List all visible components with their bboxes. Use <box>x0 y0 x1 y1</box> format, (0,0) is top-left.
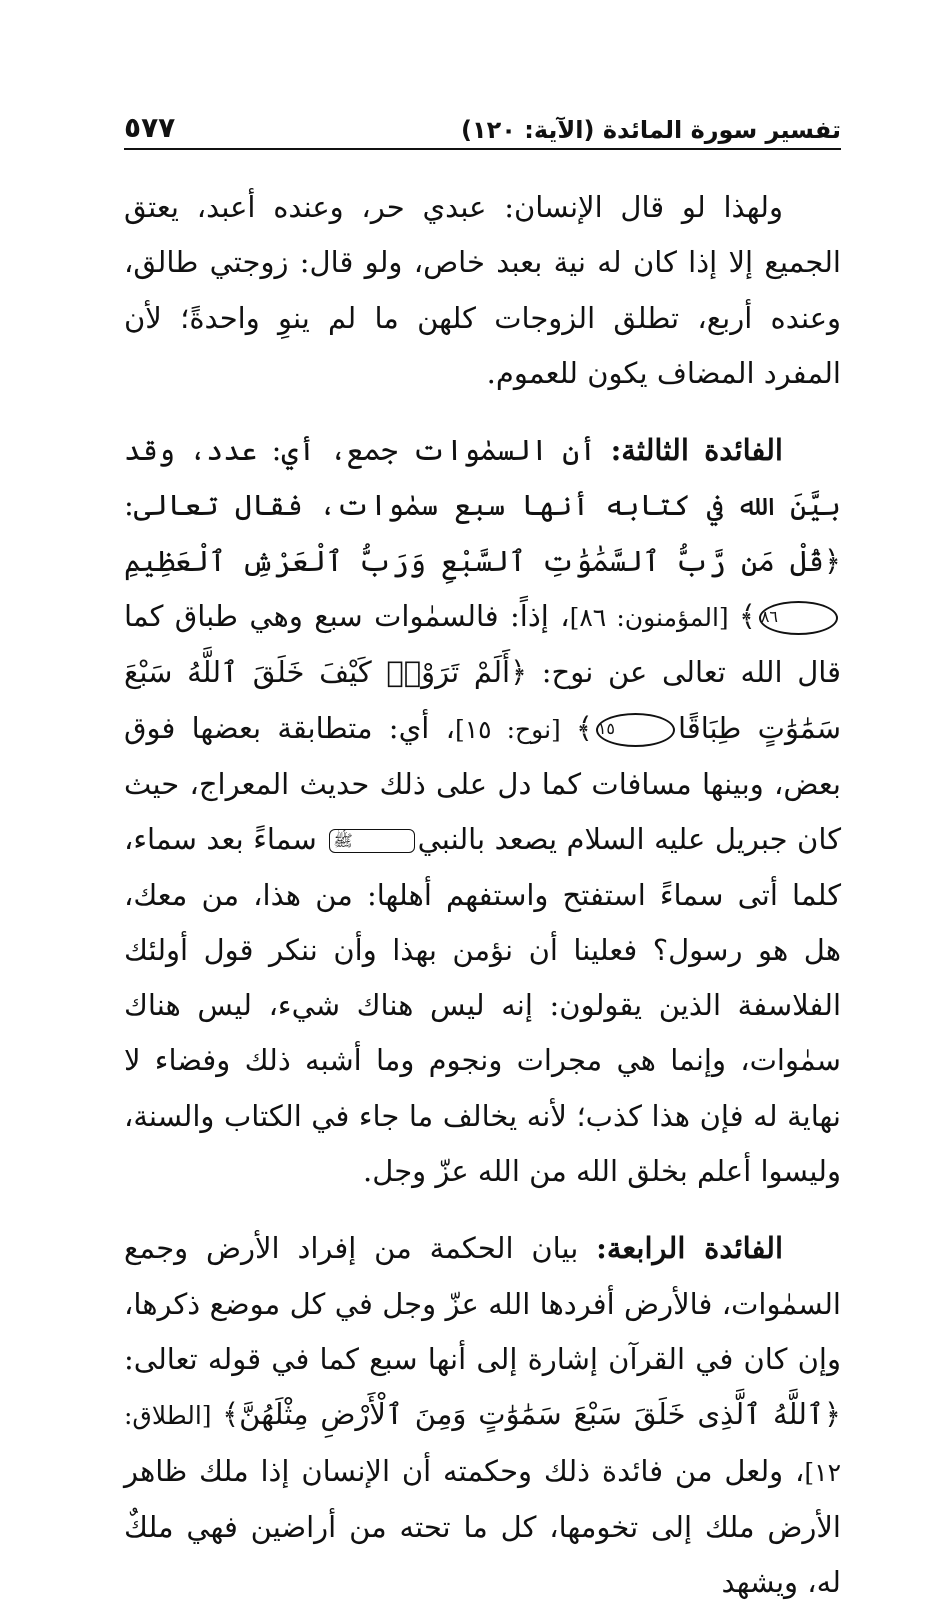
running-title: تفسير سورة المائدة (الآية: ١٢٠) <box>460 116 841 144</box>
verse-reference-3: [الطلاق: ١٢] <box>124 1401 841 1487</box>
paragraph-2-text-2: ، إذاً: فالسمٰوات سبع وهي طباق كما قال الله تعالى عن نوح: <box>124 599 841 690</box>
body-text <box>124 180 841 1610</box>
page-number: ٥٧٧ <box>124 111 176 144</box>
running-header <box>124 100 841 144</box>
quran-verse-2-close: ﴾ <box>575 710 593 745</box>
verse-reference-2: [نوح: ١٥] <box>454 714 576 744</box>
paragraph-2 <box>124 423 841 1199</box>
quran-verse-1-close: ﴾ <box>738 599 756 634</box>
ayah-number-mark: ٨٦ <box>759 601 838 635</box>
paragraph-2-text-1: أن السمٰوات جمع، أي: عدد، وقد بيَّنَ الله في كتابه أنها سبع سمٰوات، فقال تعالى: <box>124 433 841 523</box>
paragraph-3-text-1: بيان الحكمة من إفراد الأرض وجمع السمٰوات، فالأرض أفردها الله عزّ وجل في كل موضع ذكرها، وإن كان في القرآن إشارة إلى أنها سبع كما في قوله تعالى: <box>124 1231 841 1376</box>
header-rule <box>124 148 841 150</box>
paragraph-1-text: ولهذا لو قال الإنسان: عبدي حر، وعنده أعبد، يعتق الجميع إلا إذا كان له نية بعبد خاص، ولو قال: زوجتي طالق، وعنده أربع، تطلق الزوجات كلهن ما لم ينوِ واحدةً؛ لأن المفرد المضاف يكون للعموم. <box>124 190 841 390</box>
paragraph-2-heading: الفائدة الثالثة: <box>610 433 783 468</box>
paragraph-2-text-4: سماءً بعد سماء، كلما أتى سماءً استفتح واستفهم أهلها: من هذا، من معك، هل هو رسول؟ فعلينا أن نؤمن بهذا وأن ننكر قول أولئك الفلاسفة الذين يقولون: إنه ليس هناك شيء، ليس هناك سمٰوات، وإنما هي مجرات ونجوم وما أشبه ذلك وفضاء لا نهاية له فإن هذا كذب؛ لأنه يخالف ما جاء في الكتاب والسنة، وليسوا أعلم بخلق الله من الله عزّ وجل. <box>124 822 841 1189</box>
verse-reference-1: [المؤمنون: ٨٦] <box>569 603 739 633</box>
paragraph-3-heading: الفائدة الرابعة: <box>596 1231 784 1266</box>
paragraph-2-text-3: ، أي: متطابقة بعضها فوق بعض، وبينها مسافات كما دل على ذلك حديث المعراج، حيث كان جبريل عليه السلام يصعد بالنبي <box>124 710 842 857</box>
paragraph-3 <box>124 1221 841 1610</box>
paragraph-3-text-2: ، ولعل من فائدة ذلك وحكمته أن الإنسان إذا ملك ظاهر الأرض ملك إلى تخومها، كل ما تحته من أراضين فهي ملكٌ له، ويشهد <box>124 1453 841 1600</box>
paragraph-1 <box>124 180 841 401</box>
quran-verse-3: ﴿ٱللَّهُ ٱلَّذِى خَلَقَ سَبْعَ سَمَٰوَٰتٍ وَمِنَ ٱلْأَرْضِ مِثْلَهُنَّ﴾ <box>222 1397 841 1432</box>
quran-verse-1: ﴿قُلْ مَن رَّبُّ ٱلسَّمَٰوَٰتِ ٱلسَّبْعِ وَرَبُّ ٱلْعَرْشِ ٱلْعَظِيمِ <box>124 543 841 578</box>
quran-verse-2: ﴿أَلَمْ تَرَوْا۟ كَيْفَ خَلَقَ ٱللَّهُ سَبْعَ سَمَٰوَٰتٍ طِبَاقًا <box>124 655 841 745</box>
ayah-number-mark: ١٥ <box>596 713 675 747</box>
salawat-symbol-icon: ﷺ <box>329 829 414 853</box>
